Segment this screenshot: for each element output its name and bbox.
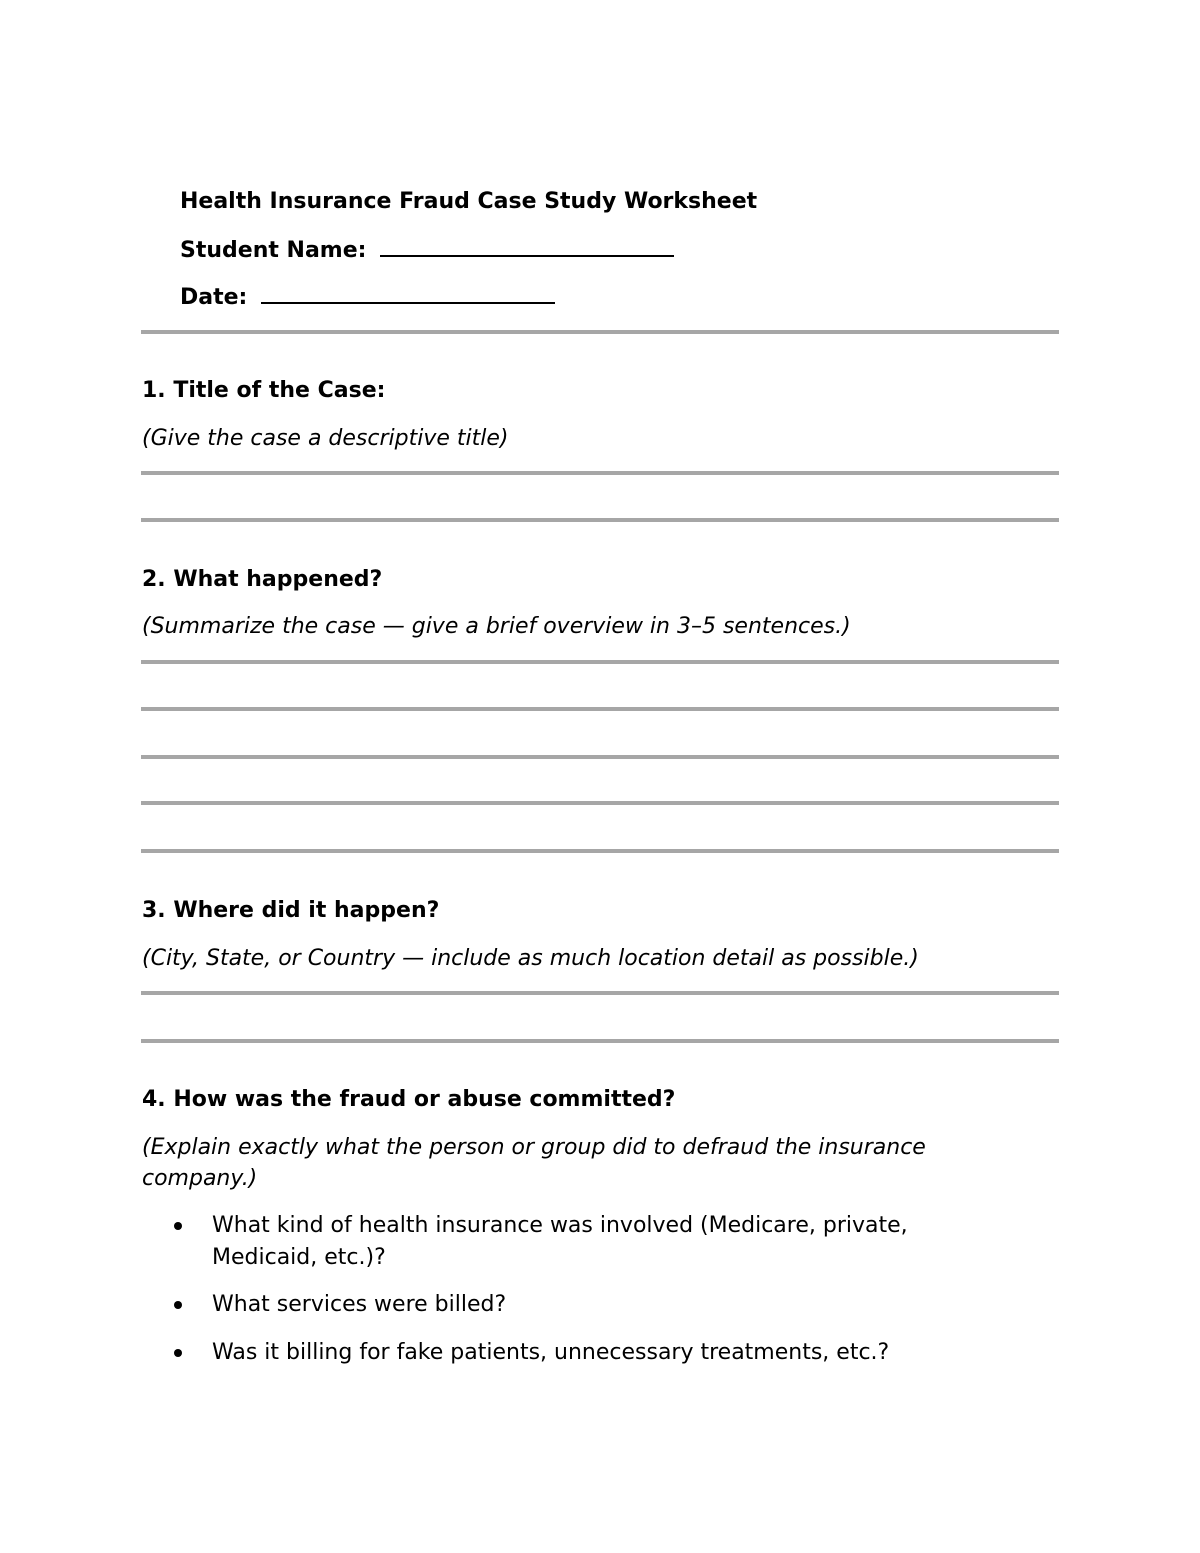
section-1-heading: 1. Title of the Case: xyxy=(142,378,386,403)
worksheet-title: Health Insurance Fraud Case Study Worksheet xyxy=(180,189,758,214)
student-name-label: Student Name: xyxy=(180,238,367,263)
section-2-answer-line[interactable] xyxy=(141,849,1059,853)
student-name-row xyxy=(180,237,674,264)
section-2-answer-line[interactable] xyxy=(141,755,1059,759)
student-name-blank[interactable] xyxy=(380,237,674,257)
bullet-dot-icon xyxy=(174,1349,182,1357)
section-2-instruction: (Summarize the case — give a brief overview in 3–5 sentences.) xyxy=(142,614,851,639)
bullet-dot-icon xyxy=(174,1222,182,1230)
section-2-heading: 2. What happened? xyxy=(142,567,383,592)
section-1-answer-line[interactable] xyxy=(141,471,1059,475)
section-4-instruction-line-2: company.) xyxy=(142,1166,258,1191)
bullet-dot-icon xyxy=(174,1301,182,1309)
section-4-heading: 4. How was the fraud or abuse committed? xyxy=(142,1087,676,1112)
section-3-instruction: (City, State, or Country — include as much location detail as possible.) xyxy=(142,946,919,971)
section-3-answer-line[interactable] xyxy=(141,1039,1059,1043)
section-2-answer-line[interactable] xyxy=(141,660,1059,664)
bullet-item-2: What services were billed? xyxy=(212,1292,507,1317)
date-blank[interactable] xyxy=(261,284,555,304)
section-2-answer-line[interactable] xyxy=(141,707,1059,711)
section-4-instruction-line-1: (Explain exactly what the person or group did to defraud the insurance xyxy=(142,1135,926,1160)
bullet-item-3: Was it billing for fake patients, unnecessary treatments, etc.? xyxy=(212,1340,890,1365)
section-1-answer-line[interactable] xyxy=(141,518,1059,522)
section-3-answer-line[interactable] xyxy=(141,991,1059,995)
section-2-answer-line[interactable] xyxy=(141,801,1059,805)
section-1-instruction: (Give the case a descriptive title) xyxy=(142,426,509,451)
date-label: Date: xyxy=(180,285,248,310)
date-row xyxy=(180,284,555,311)
section-3-heading: 3. Where did it happen? xyxy=(142,898,440,923)
bullet-item-1-line-2: Medicaid, etc.)? xyxy=(212,1245,386,1270)
bullet-item-1-line-1: What kind of health insurance was involved (Medicare, private, xyxy=(212,1213,908,1238)
header-divider xyxy=(141,330,1059,334)
